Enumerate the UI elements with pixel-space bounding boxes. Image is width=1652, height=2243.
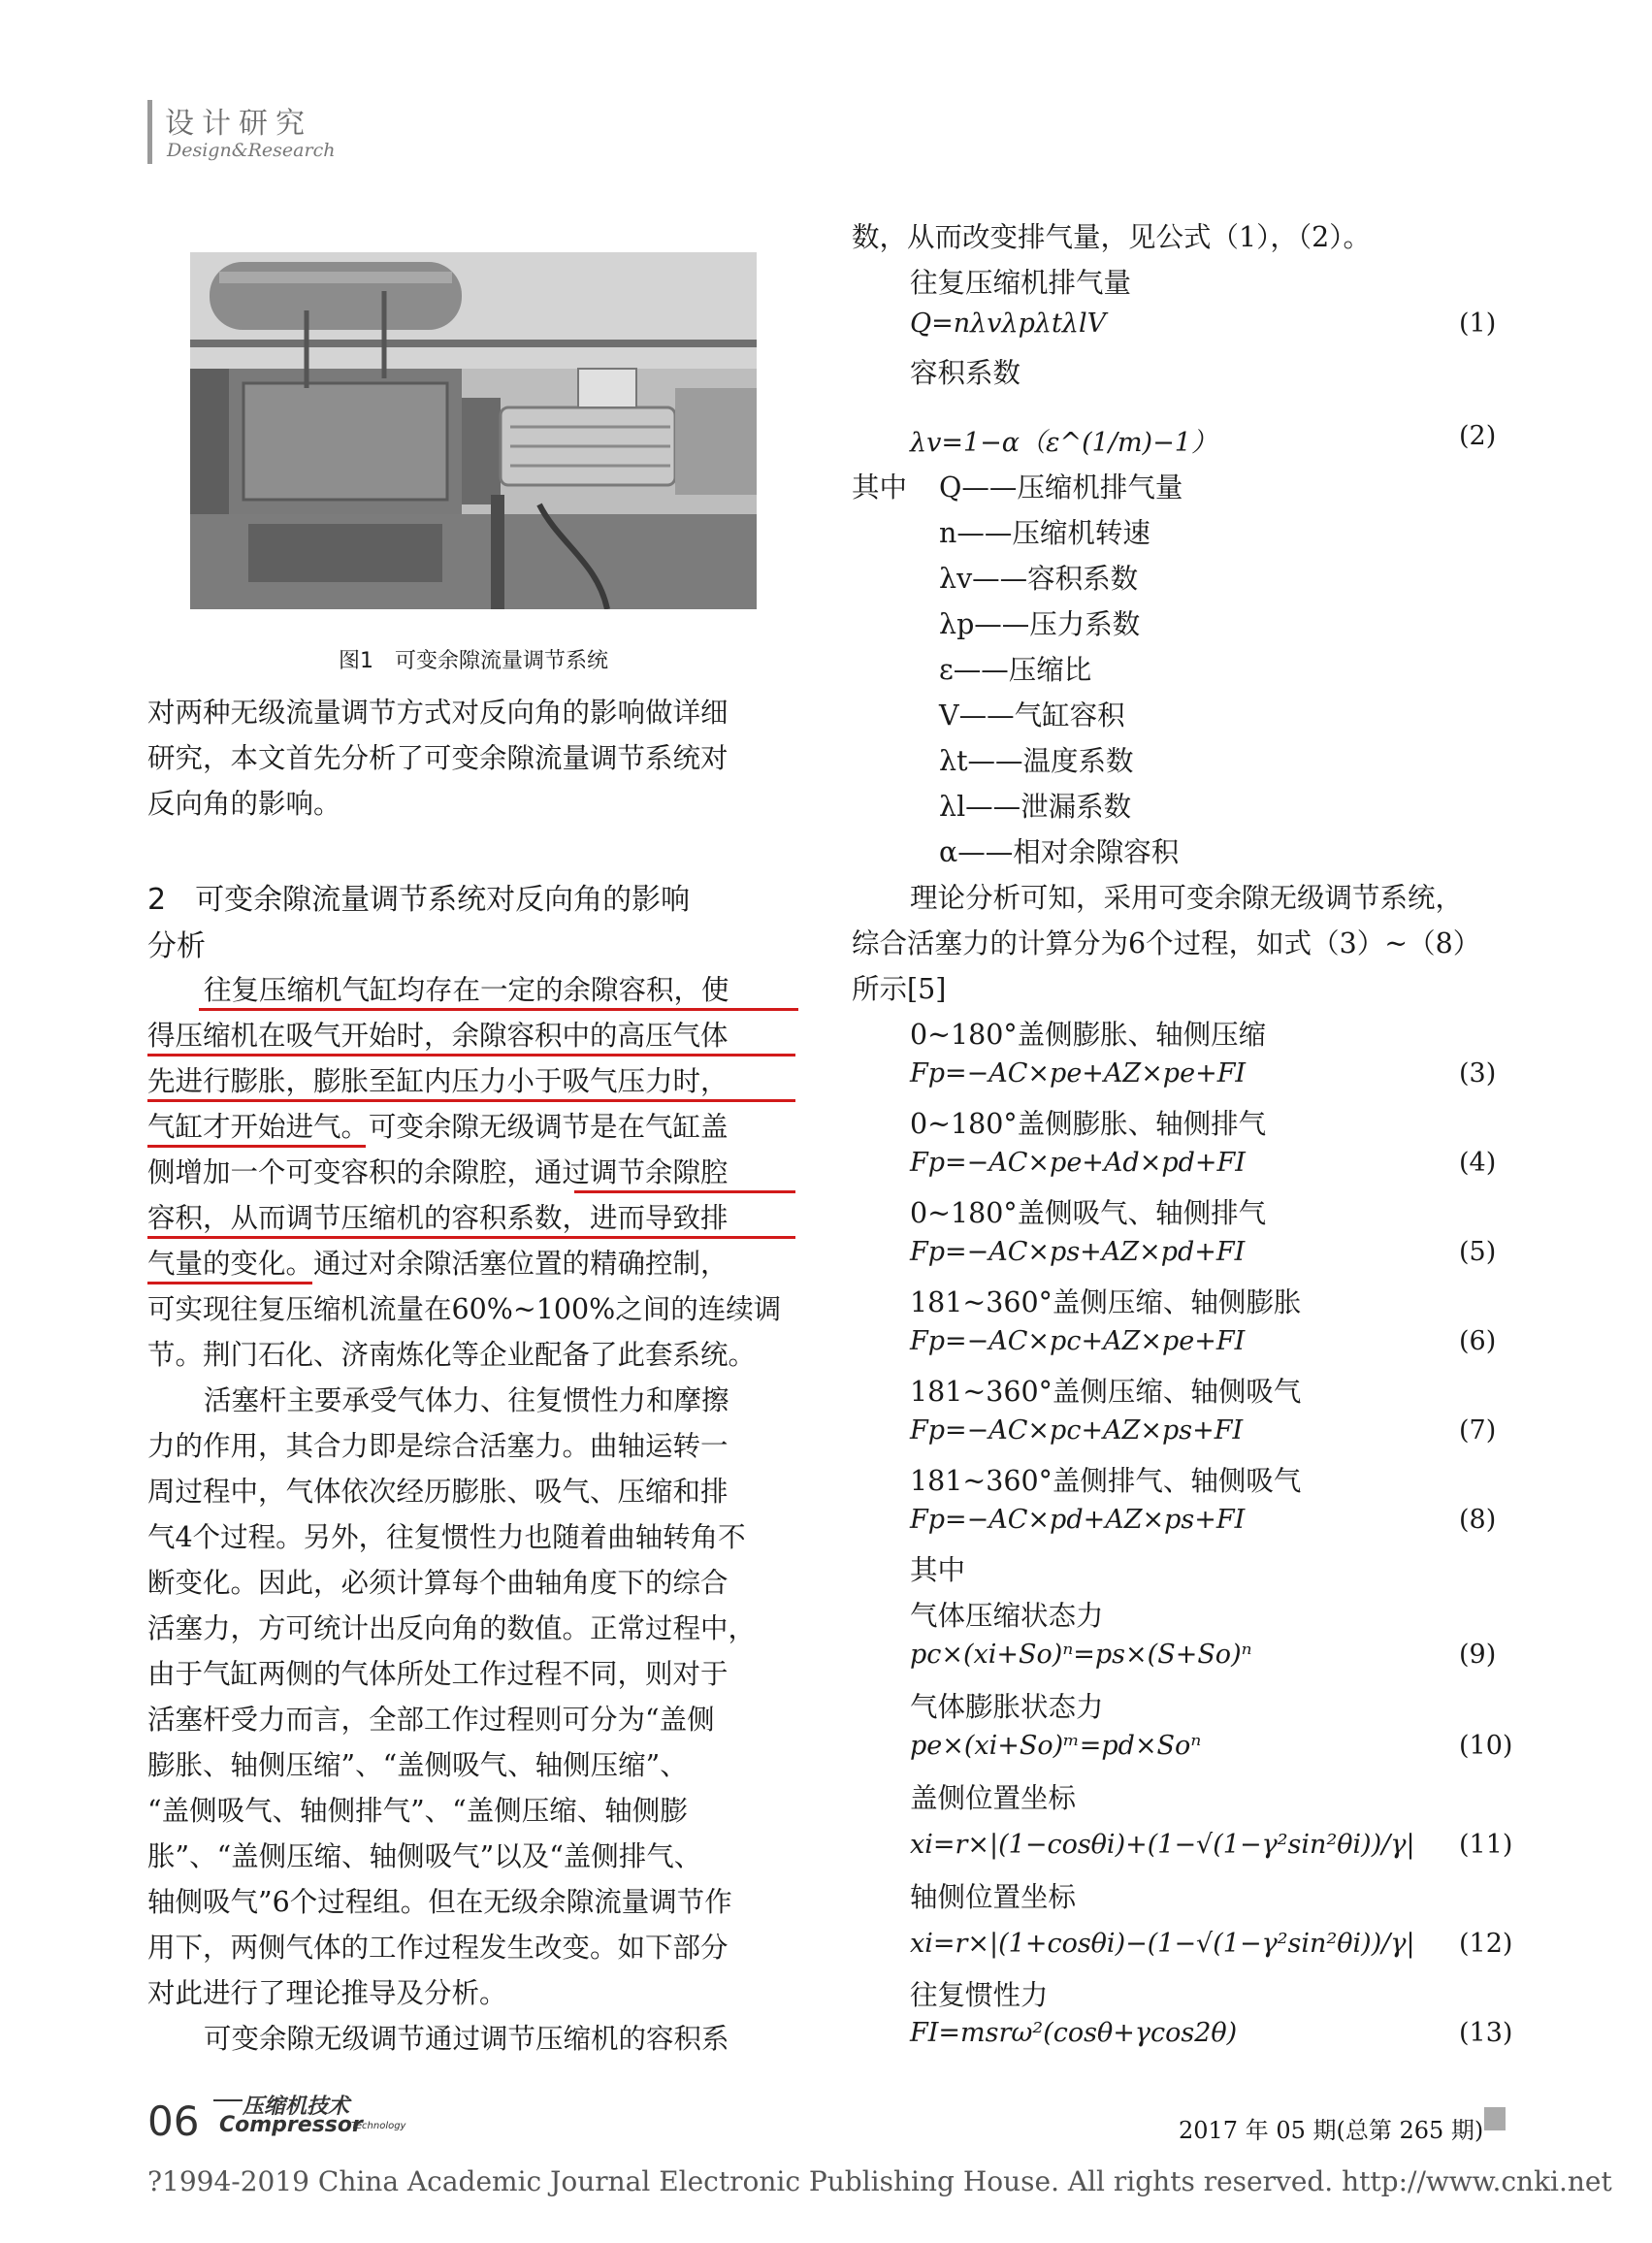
case-label: 0~180°盖侧膨胀、轴侧排气: [910, 1108, 1267, 1140]
text-line: 所示[5]: [852, 973, 947, 1005]
equation-4: Fp=−AC×pe+Ad×pd+FI: [910, 1148, 1246, 1178]
eq-number: (1): [1459, 309, 1497, 339]
variable-def: n——压缩机转速: [939, 517, 1150, 549]
section-title-cn: 设计研究: [165, 107, 312, 141]
red-underline: [199, 1008, 798, 1011]
variable-def: λv——容积系数: [939, 563, 1139, 595]
text-line: 综合活塞力的计算分为6个过程，如式（3）~（8）: [852, 927, 1481, 959]
logo-cn: 压缩机技术: [243, 2095, 350, 2119]
text-line: 周过程中，气体依次经历膨胀、吸气、压缩和排: [147, 1476, 729, 1508]
equation-10: pe×(xi+So)ᵐ=pd×Soⁿ: [910, 1731, 1202, 1761]
eq-number: (4): [1459, 1148, 1497, 1178]
case-label: 181~360°盖侧压缩、轴侧膨胀: [910, 1286, 1302, 1318]
eq-number: (3): [1459, 1058, 1497, 1089]
variable-def: λl——泄漏系数: [939, 791, 1132, 823]
footer-square: [1484, 2107, 1506, 2130]
text-line: 容积，从而调节压缩机的容积系数，进而导致排: [147, 1202, 729, 1234]
eq-number: (2): [1459, 421, 1497, 451]
text-line: 活塞力，方可统计出反向角的数值。正常过程中，: [147, 1612, 757, 1644]
variable-def: λt——温度系数: [939, 745, 1134, 777]
text-line: 可实现往复压缩机流量在60%~100%之间的连续调: [147, 1293, 782, 1325]
text-line: 轴侧吸气”6个过程组。但在无级余隙流量调节作: [147, 1886, 732, 1918]
figure-caption: 图1 可变余隙流量调节系统: [339, 649, 608, 673]
variable-def: α——相对余隙容积: [939, 836, 1180, 868]
equation-9: pc×(xi+So)ⁿ=ps×(S+So)ⁿ: [910, 1640, 1252, 1670]
equation-13: FI=msrω²(cosθ+γcos2θ): [910, 2018, 1238, 2048]
case-label: 181~360°盖侧压缩、轴侧吸气: [910, 1376, 1302, 1408]
red-underline: [147, 1282, 312, 1284]
text-line: 对此进行了理论推导及分析。: [147, 1977, 507, 2009]
text-line: 反向角的影响。: [147, 788, 341, 820]
logo-tech: Technology: [351, 2121, 406, 2131]
eq-label: 往复惯性力: [910, 1979, 1049, 2011]
text-line: 断变化。因此，必须计算每个曲轴角度下的综合: [147, 1567, 729, 1599]
equation-5: Fp=−AC×ps+AZ×pd+FI: [910, 1237, 1246, 1267]
text-line: 胀”、“盖侧压缩、轴侧吸气”以及“盖侧排气、: [147, 1840, 702, 1872]
equation-11: xi=r×|(1−cosθi)+(1−√(1−γ²sin²θi))/γ|: [910, 1830, 1415, 1860]
eq-number: (8): [1459, 1505, 1497, 1535]
case-label: 181~360°盖侧排气、轴侧吸气: [910, 1465, 1302, 1497]
equation-3: Fp=−AC×pe+AZ×pe+FI: [910, 1058, 1247, 1089]
text-line: 往复压缩机气缸均存在一定的余隙容积，使: [204, 974, 729, 1006]
text-line: 气缸才开始进气。可变余隙无级调节是在气缸盖: [147, 1111, 729, 1143]
text-line: 力的作用，其合力即是综合活塞力。曲轴运转一: [147, 1430, 729, 1462]
text-line: 气4个过程。另外，往复惯性力也随着曲轴转角不: [147, 1521, 746, 1553]
eq-number: (12): [1459, 1929, 1513, 1959]
text-line: 可变余隙无级调节通过调节压缩机的容积系: [204, 2023, 729, 2055]
eq-number: (10): [1459, 1731, 1513, 1761]
variable-def: Q——压缩机排气量: [939, 471, 1183, 504]
text-line: 活塞杆主要承受气体力、往复惯性力和摩擦: [204, 1384, 729, 1416]
eq-label: 盖侧位置坐标: [910, 1782, 1077, 1814]
equation-7: Fp=−AC×pc+AZ×ps+FI: [910, 1415, 1244, 1446]
eq-number: (9): [1459, 1640, 1497, 1670]
eq-label: 往复压缩机排气量: [910, 267, 1132, 299]
text-line: 气量的变化。通过对余隙活塞位置的精确控制，: [147, 1248, 729, 1280]
eq-label: 气体压缩状态力: [910, 1600, 1104, 1632]
eq-number: (6): [1459, 1326, 1497, 1356]
text-line: 侧增加一个可变容积的余隙腔，通过调节余隙腔: [147, 1156, 729, 1188]
eq-number: (5): [1459, 1237, 1497, 1267]
header-bar: [147, 100, 152, 164]
where-label: 其中: [852, 471, 908, 504]
eq-label: 容积系数: [910, 357, 1021, 389]
eq-number: (7): [1459, 1415, 1497, 1446]
text-line: 数，从而改变排气量，见公式（1），（2）。: [852, 221, 1372, 253]
heading-line: 分析: [147, 929, 206, 963]
equation-12: xi=r×|(1+cosθi)−(1−√(1−γ²sin²θi))/γ|: [910, 1929, 1415, 1959]
text-line: 理论分析可知，采用可变余隙无级调节系统，: [910, 882, 1464, 914]
text-line: 由于气缸两侧的气体所处工作过程不同，则对于: [147, 1658, 729, 1690]
text-line: 活塞杆受力而言，全部工作过程则可分为“盖侧: [147, 1704, 715, 1736]
text-line: 研究，本文首先分析了可变余隙流量调节系统对: [147, 742, 729, 774]
red-underline: [147, 1236, 795, 1239]
equation-1: Q=nλvλpλtλlV: [910, 309, 1107, 339]
copyright-line: ?1994-2019 China Academic Journal Electronic Publishing House. All rights reserved. http://www.cnki.net: [147, 2165, 1612, 2197]
text-line: 节。荆门石化、济南炼化等企业配备了此套系统。: [147, 1339, 757, 1371]
variable-def: λp——压力系数: [939, 608, 1141, 640]
text-line: “盖侧吸气、轴侧排气”、“盖侧压缩、轴侧膨: [147, 1795, 688, 1827]
where-label: 其中: [910, 1554, 966, 1586]
red-underline: [147, 1145, 366, 1148]
heading-line: 2 可变余隙流量调节系统对反向角的影响: [147, 883, 691, 917]
text-line: 先进行膨胀，膨胀至缸内压力小于吸气压力时，: [147, 1065, 729, 1097]
eq-label: 轴侧位置坐标: [910, 1881, 1077, 1913]
red-underline: [147, 1054, 795, 1056]
logo-en: Compressor: [219, 2113, 363, 2137]
text-line: 得压缩机在吸气开始时，余隙容积中的高压气体: [147, 1020, 729, 1052]
red-underline: [574, 1190, 795, 1193]
text-line: 对两种无级流量调节方式对反向角的影响做详细: [147, 697, 729, 729]
equation-8: Fp=−AC×pd+AZ×ps+FI: [910, 1505, 1246, 1535]
text-line: 膨胀、轴侧压缩”、“盖侧吸气、轴侧压缩”、: [147, 1749, 688, 1781]
section-title-en: Design&Research: [167, 140, 336, 161]
case-label: 0~180°盖侧吸气、轴侧排气: [910, 1197, 1267, 1229]
equipment-photo: [190, 252, 757, 609]
eq-number: (13): [1459, 2018, 1513, 2048]
logo-rule: [213, 2099, 243, 2101]
red-underline: [147, 1099, 795, 1102]
case-label: 0~180°盖侧膨胀、轴侧压缩: [910, 1019, 1267, 1051]
eq-label: 气体膨胀状态力: [910, 1691, 1104, 1723]
issue-info: 2017 年 05 期(总第 265 期): [1179, 2117, 1484, 2144]
variable-def: ε——压缩比: [939, 654, 1092, 686]
eq-number: (11): [1459, 1830, 1513, 1860]
text-line: 用下，两侧气体的工作过程发生改变。如下部分: [147, 1932, 729, 1964]
page-number: 06: [147, 2097, 200, 2145]
equation-6: Fp=−AC×pc+AZ×pe+FI: [910, 1326, 1246, 1356]
equation-2: λv=1−α（ε^(1/m)−1）: [910, 428, 1217, 458]
variable-def: V——气缸容积: [939, 699, 1125, 731]
